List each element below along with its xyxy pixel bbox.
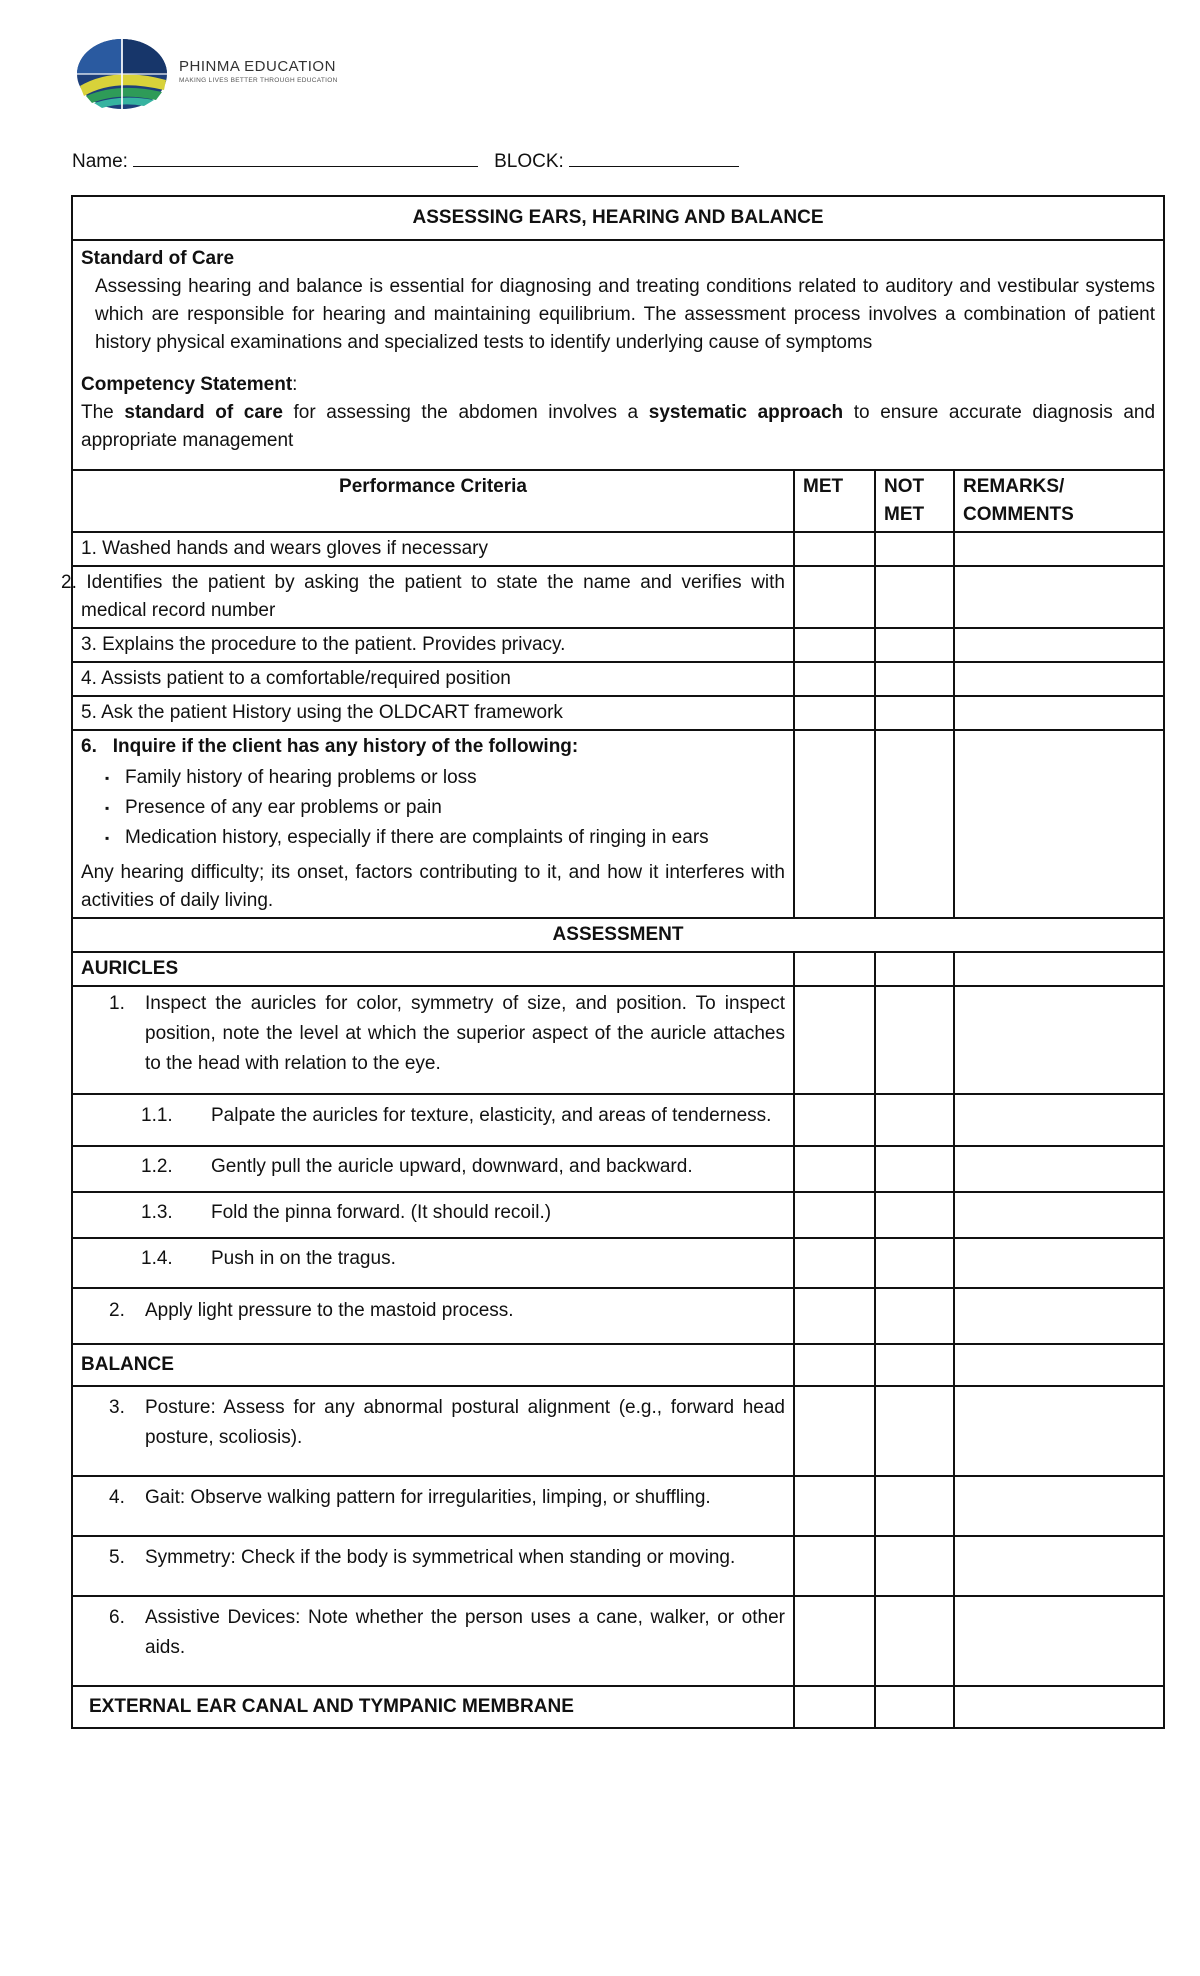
table-row	[72, 1146, 1164, 1192]
table-row	[72, 1386, 1164, 1476]
balance-item-5: 5. Symmetry: Check if the body is symmetrical when standing or moving.	[72, 1536, 794, 1596]
criteria-3: 3. Explains the procedure to the patient. Provides privacy.	[72, 628, 794, 662]
table-row	[72, 1192, 1164, 1238]
not-met-cell[interactable]	[875, 628, 954, 662]
block-label: BLOCK:	[494, 151, 564, 172]
col-met: MET	[794, 470, 875, 532]
list-item: ▪ Family history of hearing problems or loss	[125, 763, 785, 793]
not-met-cell[interactable]	[875, 1094, 954, 1146]
remarks-cell[interactable]	[954, 1192, 1164, 1238]
not-met-cell[interactable]	[875, 566, 954, 628]
auricles-item-1-2: 1.2. Gently pull the auricle upward, downward, and backward.	[72, 1146, 794, 1192]
criteria-6-note: Any hearing difficulty; its onset, factors contributing to it, and how it interferes with activities of daily living.	[81, 862, 785, 911]
org-name: PHINMA EDUCATION	[179, 58, 336, 75]
not-met-cell[interactable]	[875, 1192, 954, 1238]
assessment-title-row	[72, 918, 1164, 952]
col-remarks: REMARKS/ COMMENTS	[954, 470, 1164, 532]
met-cell[interactable]	[794, 1476, 875, 1536]
remarks-cell[interactable]	[954, 952, 1164, 986]
table-row	[72, 662, 1164, 696]
title-row	[72, 196, 1164, 240]
standard-text: Assessing hearing and balance is essential for diagnosing and treating conditions related to auditory and vestibular systems which are responsible for hearing and maintaining equilibrium. The assessment process involves a combination of patient history physical examinations and specialized tests to identify underlying cause of symptoms	[95, 276, 1156, 353]
not-met-cell[interactable]	[875, 662, 954, 696]
not-met-cell[interactable]	[875, 1476, 954, 1536]
table-row	[72, 1094, 1164, 1146]
met-cell[interactable]	[794, 696, 875, 730]
remarks-cell[interactable]	[954, 662, 1164, 696]
not-met-cell[interactable]	[875, 952, 954, 986]
remarks-cell[interactable]	[954, 730, 1164, 918]
remarks-cell[interactable]	[954, 1288, 1164, 1344]
balance-item-4: 4. Gait: Observe walking pattern for irregularities, limping, or shuffling.	[72, 1476, 794, 1536]
assessment-title: ASSESSMENT	[72, 918, 1164, 952]
table-row	[72, 628, 1164, 662]
met-cell[interactable]	[794, 1686, 875, 1728]
criteria-6-heading: 6. Inquire if the client has any history of the following:	[81, 736, 579, 757]
table-row	[72, 1536, 1164, 1596]
table-row	[72, 1686, 1164, 1728]
met-cell[interactable]	[794, 1344, 875, 1386]
balance-item-6: 6. Assistive Devices: Note whether the person uses a cane, walker, or other aids.	[72, 1596, 794, 1686]
table-row	[72, 952, 1164, 986]
not-met-cell[interactable]	[875, 730, 954, 918]
name-block-line	[72, 150, 739, 173]
standard-row	[72, 240, 1164, 470]
remarks-cell[interactable]	[954, 986, 1164, 1094]
met-cell[interactable]	[794, 1192, 875, 1238]
not-met-cell[interactable]	[875, 1536, 954, 1596]
balance-heading: BALANCE	[72, 1344, 794, 1386]
remarks-cell[interactable]	[954, 1094, 1164, 1146]
name-label: Name:	[72, 151, 128, 172]
assessment-form-table	[61, 195, 1165, 1729]
met-cell[interactable]	[794, 532, 875, 566]
auricles-item-1-3: 1.3. Fold the pinna forward. (It should recoil.)	[72, 1192, 794, 1238]
met-cell[interactable]	[794, 730, 875, 918]
remarks-cell[interactable]	[954, 1344, 1164, 1386]
criteria-6	[72, 730, 794, 918]
auricles-item-1-1: 1.1. Palpate the auricles for texture, elasticity, and areas of tenderness.	[72, 1094, 794, 1146]
not-met-cell[interactable]	[875, 1288, 954, 1344]
remarks-cell[interactable]	[954, 1596, 1164, 1686]
balance-item-3: 3. Posture: Assess for any abnormal postural alignment (e.g., forward head posture, scoliosis).	[72, 1386, 794, 1476]
remarks-cell[interactable]	[954, 532, 1164, 566]
remarks-cell[interactable]	[954, 566, 1164, 628]
auricles-heading: AURICLES	[72, 952, 794, 986]
criteria-2: 2. Identifies the patient by asking the patient to state the name and verifies with medical record number	[72, 566, 794, 628]
met-cell[interactable]	[794, 986, 875, 1094]
not-met-cell[interactable]	[875, 696, 954, 730]
remarks-cell[interactable]	[954, 628, 1164, 662]
criteria-1: 1. Washed hands and wears gloves if necessary	[72, 532, 794, 566]
met-cell[interactable]	[794, 1094, 875, 1146]
not-met-cell[interactable]	[875, 1238, 954, 1288]
auricles-item-1: 1. Inspect the auricles for color, symmetry of size, and position. To inspect position, note the level at which the superior aspect of the auricle attaches to the head with relation to the eye.	[72, 986, 794, 1094]
table-row	[72, 1344, 1164, 1386]
external-ear-heading: EXTERNAL EAR CANAL AND TYMPANIC MEMBRANE	[72, 1686, 794, 1728]
remarks-cell[interactable]	[954, 1536, 1164, 1596]
met-cell[interactable]	[794, 1386, 875, 1476]
not-met-cell[interactable]	[875, 1146, 954, 1192]
not-met-cell[interactable]	[875, 1386, 954, 1476]
met-cell[interactable]	[794, 628, 875, 662]
table-row	[72, 1596, 1164, 1686]
phinma-logo	[74, 36, 374, 112]
auricles-item-2: 2. Apply light pressure to the mastoid process.	[72, 1288, 794, 1344]
form-title: ASSESSING EARS, HEARING AND BALANCE	[72, 196, 1164, 240]
not-met-cell[interactable]	[875, 1344, 954, 1386]
remarks-cell[interactable]	[954, 1476, 1164, 1536]
name-field[interactable]	[133, 150, 478, 167]
met-cell[interactable]	[794, 1288, 875, 1344]
column-header-row	[72, 470, 1164, 532]
remarks-cell[interactable]	[954, 696, 1164, 730]
remarks-cell[interactable]	[954, 1386, 1164, 1476]
met-cell[interactable]	[794, 1146, 875, 1192]
table-row	[72, 1288, 1164, 1344]
criteria-4: 4. Assists patient to a comfortable/required position	[72, 662, 794, 696]
table-row	[72, 1476, 1164, 1536]
table-row	[72, 532, 1164, 566]
competency-heading: Competency Statement	[81, 374, 293, 395]
not-met-cell[interactable]	[875, 1596, 954, 1686]
list-item: ▪ Medication history, especially if there are complaints of ringing in ears	[125, 823, 785, 853]
table-row	[72, 696, 1164, 730]
met-cell[interactable]	[794, 566, 875, 628]
not-met-cell[interactable]	[875, 986, 954, 1094]
met-cell[interactable]	[794, 952, 875, 986]
met-cell[interactable]	[794, 1238, 875, 1288]
standard-heading: Standard of Care	[81, 248, 235, 269]
col-not-met: NOT MET	[875, 470, 954, 532]
table-row	[72, 1238, 1164, 1288]
col-criteria: Performance Criteria	[72, 470, 794, 532]
met-cell[interactable]	[794, 1536, 875, 1596]
auricles-item-1-4: 1.4. Push in on the tragus.	[72, 1238, 794, 1288]
criteria-5: 5. Ask the patient History using the OLDCART framework	[72, 696, 794, 730]
table-row	[72, 566, 1164, 628]
history-list	[81, 763, 785, 853]
not-met-cell[interactable]	[875, 532, 954, 566]
table-row	[72, 986, 1164, 1094]
competency-heading-line: Competency Statement:	[81, 374, 298, 395]
remarks-cell[interactable]	[954, 1146, 1164, 1192]
block-field[interactable]	[569, 150, 739, 167]
competency-text: The standard of care for assessing the abdomen involves a systematic approach to ensure accurate diagnosis and appropriate management	[81, 402, 1156, 451]
not-met-cell[interactable]	[875, 1686, 954, 1728]
table-row	[72, 730, 1164, 918]
org-tagline: MAKING LIVES BETTER THROUGH EDUCATION	[179, 77, 338, 84]
logo-emblem-icon	[74, 36, 174, 112]
met-cell[interactable]	[794, 662, 875, 696]
remarks-cell[interactable]	[954, 1238, 1164, 1288]
met-cell[interactable]	[794, 1596, 875, 1686]
list-item: ▪ Presence of any ear problems or pain	[125, 793, 785, 823]
remarks-cell[interactable]	[954, 1686, 1164, 1728]
